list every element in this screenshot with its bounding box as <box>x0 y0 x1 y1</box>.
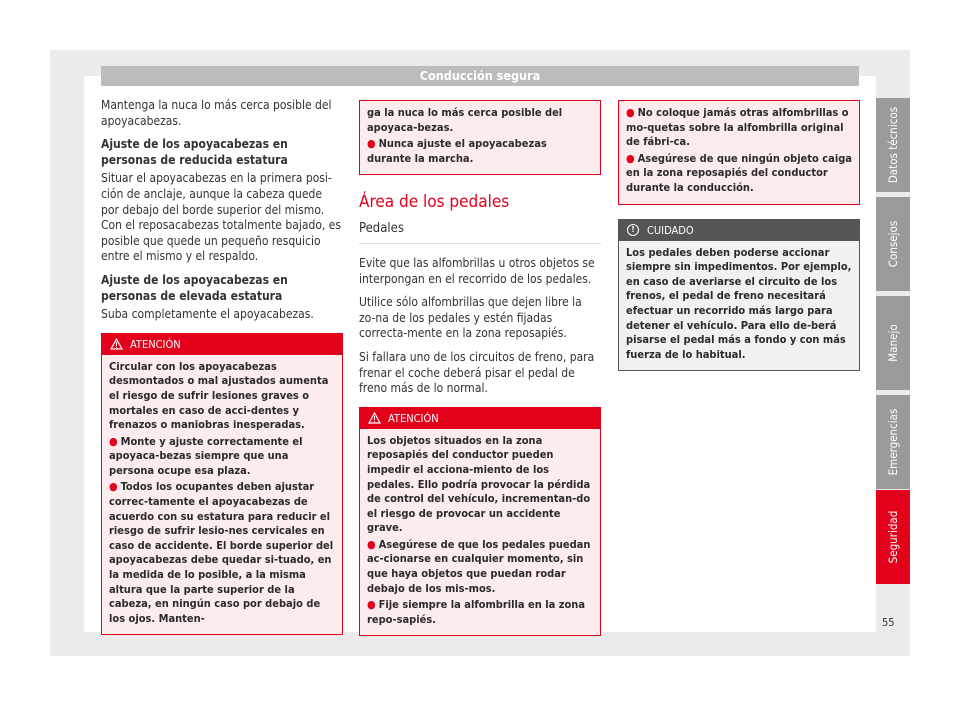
warning-bullet: ● Asegúrese de que los pedales puedan ac-cionarse en cualquier momento, sin que haya objetos que puedan rodar debajo de los mis-mos. <box>367 537 591 595</box>
warning-triangle-icon <box>110 338 123 350</box>
column-3 <box>618 98 860 371</box>
exclamation-circle-icon: ! <box>627 224 639 236</box>
tab-emergencias[interactable]: Emergencias <box>876 395 910 489</box>
warning-header <box>360 408 600 429</box>
warning-bullet: ● Nunca ajuste el apoyacabezas durante la marcha. <box>367 137 547 165</box>
column-1 <box>101 98 343 635</box>
caution-label: CUIDADO <box>647 223 694 237</box>
caution-text: Los pedales deben poderse accionar siempre sin impedimentos. Por ejemplo, en caso de averiarse el circuito de los frenos, el pedal de freno necesitará efectuar un recorrido más largo para detener el vehículo. Para ello de-berá pisarse el pedal más a fondo y con más fuerza de lo habitual. <box>626 245 852 361</box>
caution-header <box>619 220 859 241</box>
warning-continued-text: ga la nuca lo más cerca posible del apoyaca-bezas. <box>367 106 563 134</box>
column-2 <box>359 98 601 636</box>
page-number: 55 <box>882 616 895 629</box>
warning-header <box>102 334 342 355</box>
warning-box-headrest <box>101 333 343 636</box>
paragraph-tall-stature: Suba completamente el apoyacabezas. <box>101 307 314 322</box>
warning-bullet: ● Todos los ocupantes deben ajustar correc-tamente el apoyacabezas de acuerdo con su estatura para reducir el riesgo de sufrir lesio-nes cervicales en caso de accidente. El borde superior del apoyacabezas debe quedar si-tuado, en la medida de lo posible, a la misma altura que la parte superior de la cabeza, en ningún caso por debajo de los ojos. Manten- <box>109 480 334 625</box>
bullet-icon: ● <box>367 137 376 151</box>
warning-bullet: ● Fije siempre la alfombrilla en la zona repo-sapiés. <box>367 598 586 626</box>
tab-seguridad[interactable]: Seguridad <box>876 490 910 584</box>
bullet-icon: ● <box>367 537 376 551</box>
heading-tall-stature: Ajuste de los apoyacabezas en personas de elevada estatura <box>101 272 288 303</box>
warning-lead: Los objetos situados en la zona reposapiés del conductor pueden impedir el acciona-miento de los pedales. Ello podría provocar la pérdida de control del vehículo, incrementan-do el riesgo de provocar un accidente grave. <box>367 433 591 535</box>
subsection-title: Pedales <box>359 221 601 244</box>
bullet-icon: ● <box>109 480 118 494</box>
heading-short-stature: Ajuste de los apoyacabezas en personas de reducida estatura <box>101 137 288 167</box>
warning-bullet: ● Monte y ajuste correctamente el apoyaca-bezas siempre que una persona ocupe esa plaza. <box>109 434 303 477</box>
tab-datos-tecnicos[interactable]: Datos técnicos <box>876 98 910 192</box>
pedals-paragraph-1: Evite que las alfombrillas u otros objetos se interpongan en el recorrido de los pedales. <box>359 255 595 286</box>
paragraph-short-stature: Situar el apoyacabezas en la primera posi-ción de anclaje, aunque la cabeza quede por debajo del borde superior del mismo. Con el reposacabezas totalmente bajado, es posible que quede un pequeño resquicio entre el mismo y el respaldo. <box>101 171 342 264</box>
warning-box-continued <box>359 100 601 175</box>
bullet-icon: ● <box>626 151 635 165</box>
warning-box-continued <box>618 100 860 205</box>
section-title: Área de los pedales <box>359 192 510 213</box>
warning-bullet: ● Asegúrese de que ningún objeto caiga en la zona reposapiés del conductor durante la conducción. <box>626 151 852 194</box>
bullet-icon: ● <box>626 106 635 119</box>
page-header: Conducción segura <box>101 66 859 86</box>
caution-box <box>618 219 860 372</box>
tab-manejo[interactable]: Manejo <box>876 296 910 390</box>
warning-lead: Circular con los apoyacabezas desmontados o mal ajustados aumenta el riesgo de sufrir lesiones graves o mortales en caso de acci-dentes y frenazos o maniobras inesperadas. <box>109 359 329 432</box>
bullet-icon: ● <box>109 434 118 448</box>
bullet-icon: ● <box>367 598 376 612</box>
warning-box-pedals <box>359 407 601 637</box>
warning-triangle-icon <box>368 412 381 424</box>
warning-label: ATENCIÓN <box>130 337 181 351</box>
tab-consejos[interactable]: Consejos <box>876 197 910 291</box>
intro-text: Mantenga la nuca lo más cerca posible del apoyacabezas. <box>101 98 332 128</box>
pedals-paragraph-3: Si fallara uno de los circuitos de freno, para frenar el coche deberá pisar el pedal de freno más de lo normal. <box>359 349 595 396</box>
warning-bullet: ● No coloque jamás otras alfombrillas o mo-quetas sobre la alfombrilla original de fábri-ca. <box>626 106 849 149</box>
warning-label: ATENCIÓN <box>388 411 439 425</box>
pedals-paragraph-2: Utilice sólo alfombrillas que dejen libre la zo-na de los pedales y estén fijadas correcta-mente en la zona reposapiés. <box>359 295 582 341</box>
